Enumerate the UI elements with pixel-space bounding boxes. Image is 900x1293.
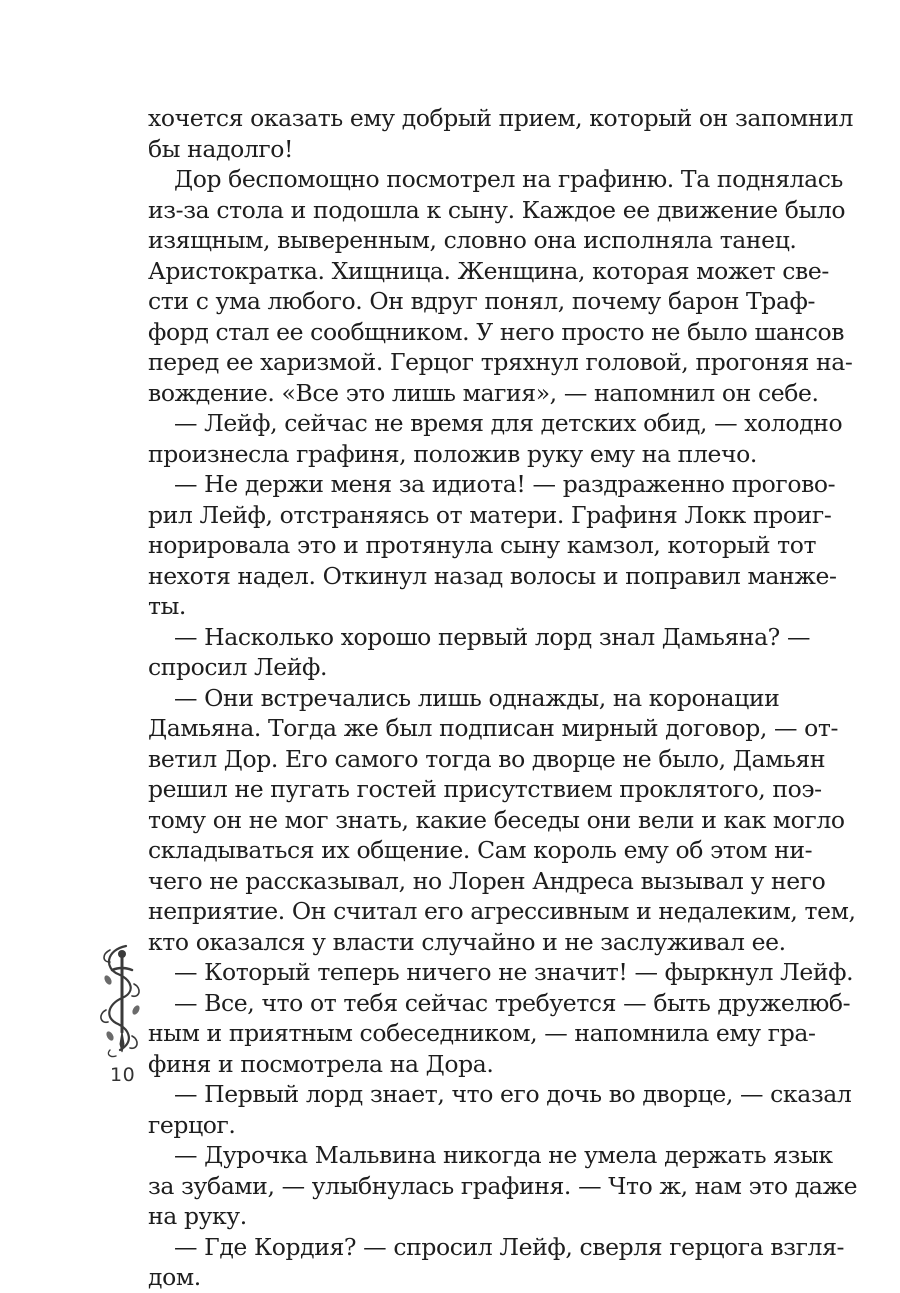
text-line: неприятие. Он считал его агрессивным и недалеким, тем,: [148, 897, 856, 925]
text-line: Аристократка. Хищница. Женщина, которая может све-: [148, 256, 829, 285]
text-line: — Дурочка Мальвина никогда не умела держать язык: [174, 1141, 833, 1169]
text-line: рил Лейф, отстраняясь от матери. Графиня Локк проиг-: [148, 500, 832, 529]
text-line: — Они встречались лишь однажды, на коронации: [174, 683, 780, 712]
text-line: Дамьяна. Тогда же был подписан мирный договор, — от-: [148, 714, 839, 742]
text-line: хочется оказать ему добрый прием, который он запомнил: [148, 104, 853, 132]
text-line: тому он не мог знать, какие беседы они вели и как могло: [148, 805, 845, 834]
text-line: ным и приятным собеседником, — напомнила ему гра-: [148, 1019, 816, 1047]
text-line: — Где Кордия? — спросил Лейф, сверля герцога взгля-: [174, 1232, 845, 1261]
text-line: нехотя надел. Откинул назад волосы и поправил манже-: [148, 561, 837, 590]
text-line: ты.: [148, 592, 186, 620]
text-line: финя и посмотрела на Дора.: [148, 1049, 494, 1078]
text-line: — Лейф, сейчас не время для детских обид, — холодно: [174, 409, 843, 437]
text-line: складываться их общение. Сам король ему об этом ни-: [148, 836, 813, 864]
text-line: сти с ума любого. Он вдруг понял, почему барон Траф-: [148, 287, 816, 315]
text-line: норировала это и протянула сыну камзол, который тот: [148, 531, 817, 559]
text-line: бы надолго!: [148, 134, 294, 163]
text-line: кто оказался у власти случайно и не заслуживал ее.: [148, 927, 786, 956]
text-line: произнесла графиня, положив руку ему на плечо.: [148, 439, 757, 468]
text-line: — Не держи меня за идиота! — раздраженно прогово-: [174, 470, 836, 498]
text-line: решил не пугать гостей присутствием проклятого, поэ-: [148, 775, 822, 803]
text-line: вождение. «Все это лишь магия», — напомнил он себе.: [148, 378, 819, 407]
text-line: дом.: [148, 1263, 201, 1291]
text-line: — Который теперь ничего не значит! — фыркнул Лейф.: [174, 958, 854, 986]
text-line: Дор беспомощно посмотрел на графиню. Та поднялась: [174, 165, 843, 193]
text-line: форд стал ее сообщником. У него просто не было шансов: [148, 317, 845, 346]
text-line: из-за стола и подошла к сыну. Каждое ее движение было: [148, 195, 846, 224]
vine-dagger-ornament-icon: [96, 940, 146, 1060]
text-line: герцог.: [148, 1110, 236, 1139]
text-line: ветил Дор. Его самого тогда во дворце не было, Дамьян: [148, 744, 826, 773]
body-text: [148, 103, 858, 1293]
text-line: чего не рассказывал, но Лорен Андреса вызывал у него: [148, 866, 826, 895]
text-line: за зубами, — улыбнулась графиня. — Что ж, нам это даже: [148, 1171, 858, 1200]
text-line: на руку.: [148, 1202, 247, 1230]
text-line: спросил Лейф.: [148, 653, 328, 681]
text-line: перед ее харизмой. Герцог тряхнул головой, прогоняя на-: [148, 348, 853, 376]
text-line: — Все, что от тебя сейчас требуется — быть дружелюб-: [174, 988, 851, 1017]
text-line: изящным, выверенным, словно она исполняла танец.: [148, 226, 797, 254]
page-number: 10: [110, 1064, 136, 1086]
text-line: — Первый лорд знает, что его дочь во дворце, — сказал: [174, 1080, 852, 1108]
text-line: — Насколько хорошо первый лорд знал Дамьяна? —: [174, 622, 811, 651]
